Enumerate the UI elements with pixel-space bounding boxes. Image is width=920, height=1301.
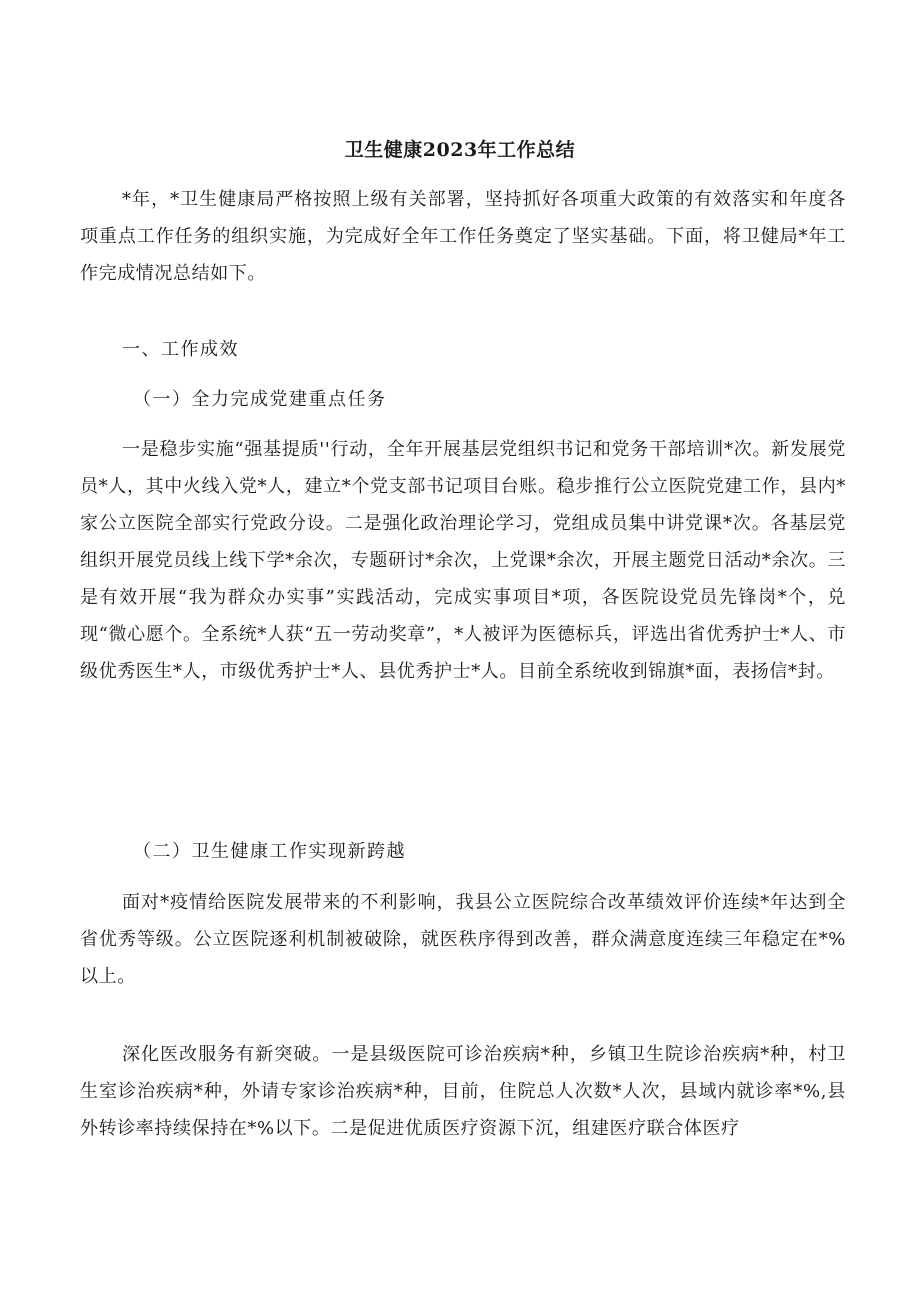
intro-paragraph: *年，*卫生健康局严格按照上级有关部署，坚持抓好各项重大政策的有效落实和年度各项重点工作任务的组织实施，为完成好全年工作任务奠定了坚实基础。下面，将卫健局*年工作完成情况总结如下。 (80, 189, 846, 284)
subsection-2-body-1: 面对*疫情给医院发展带来的不利影响，我县公立医院综合改革绩效评价连续*年达到全省优秀等级。公立医院逐利机制被破除，就医秩序得到改善，群众满意度连续三年稳定在*%以上。 (80, 892, 846, 987)
subsection-2-body-2: 深化医改服务有新突破。一是县级医院可诊治疾病*种，乡镇卫生院诊治疾病*种，村卫生室诊治疾病*种，外请专家诊治疾病*种，目前，住院总人次数*人次，县域内就诊率*%,县外转诊率持续保持在*%以下。二是促进优质医疗资源下沉，组建医疗联合体医疗 (80, 1044, 846, 1139)
subsection-1-body: 一是稳步实施“强基提质''行动，全年开展基层党组织书记和党务干部培训*次。新发展党员*人，其中火线入党*人，建立*个党支部书记项目台账。稳步推行公立医院党建工作，县内*家公立医院全部实行党政分设。二是强化政治理论学习，党组成员集中讲党课*次。各基层党组织开展党员线上线下学*余次，专题研讨*余次，上党课*余次，开展主题党日活动*余次。三是有效开展“我为群众办实事”实践活动，完成实事项目*项，各医院设党员先锋岗*个，兑现“微心愿个。全系统*人获“五一劳动奖章”，*人被评为医德标兵，评选出省优秀护士*人、市级优秀医生*人，市级优秀护士*人、县优秀护士*人。目前全系统收到锦旗*面，表扬信*封。 (80, 439, 846, 682)
document-title: 卫生健康2023年工作总结 (344, 139, 576, 161)
subsection-heading-1: （一）全力完成党建重点任务 (133, 389, 387, 410)
subsection-heading-2: （二）卫生健康工作实现新跨越 (133, 841, 406, 862)
section-heading-1: 一、工作成效 (122, 339, 239, 360)
